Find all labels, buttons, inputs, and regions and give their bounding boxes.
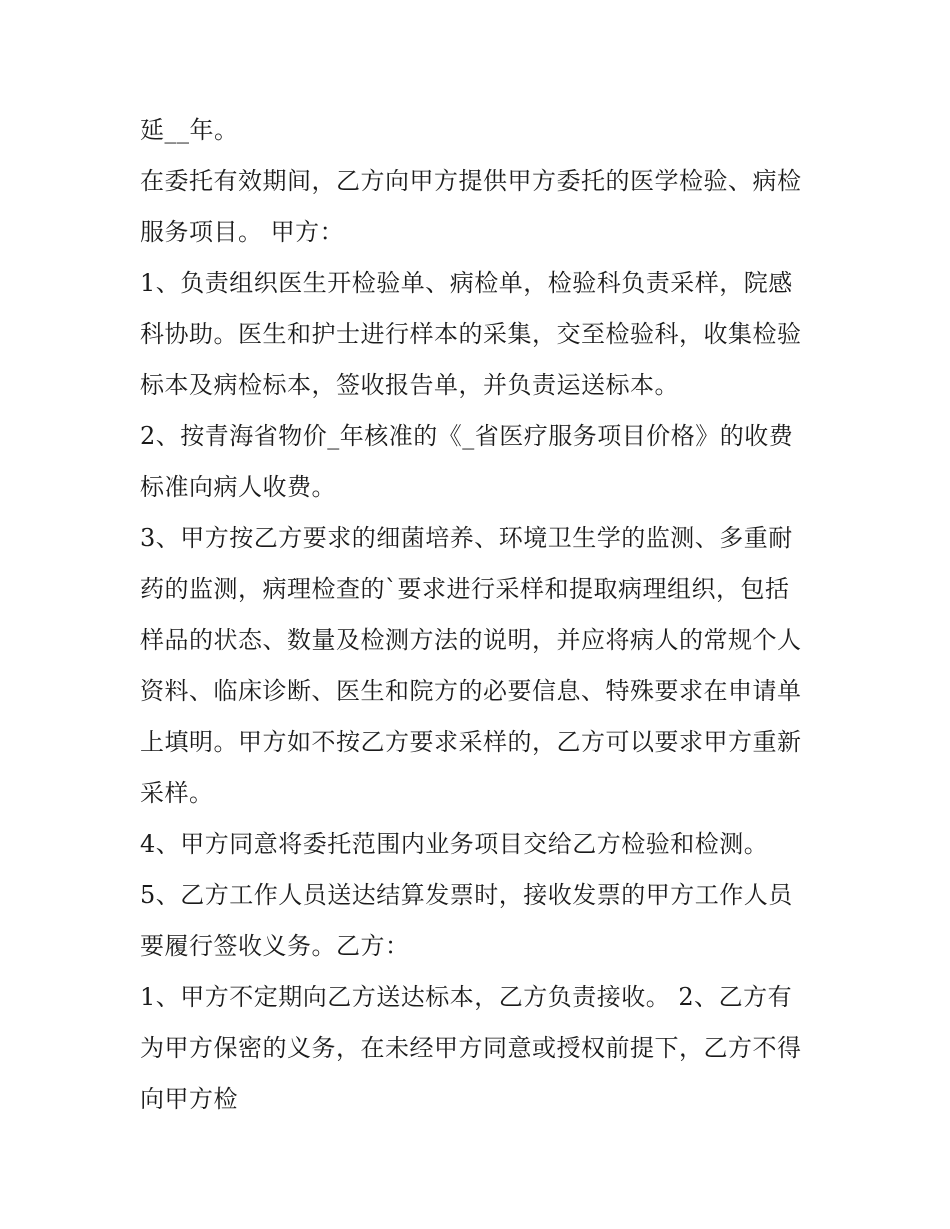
text-line: 科协助。医生和护士进行样本的采集，交至检验科，收集检验	[140, 320, 802, 348]
text-line: 上填明。甲方如不按乙方要求采样的，乙方可以要求甲方重新	[140, 728, 802, 756]
text-line: 要履行签收义务。乙方：	[140, 932, 410, 960]
text-line: 2、按青海省物价_年核准的《_省医疗服务项目价格》的收费	[140, 422, 794, 450]
text-line: 1、负责组织医生开检验单、病检单，检验科负责采样，院感	[140, 269, 793, 297]
text-line: 标本及病检标本，签收报告单，并负责运送标本。	[140, 371, 679, 399]
text-line: 资料、临床诊断、医生和院方的必要信息、特殊要求在申请单	[140, 677, 802, 705]
text-line: 向甲方检	[140, 1085, 238, 1113]
text-line: 延__年。	[140, 116, 239, 144]
text-line: 在委托有效期间，乙方向甲方提供甲方委托的医学检验、病检	[140, 167, 802, 195]
text-line: 4、甲方同意将委托范围内业务项目交给乙方检验和检测。	[140, 830, 769, 858]
text-line: 3、甲方按乙方要求的细菌培养、环境卫生学的监测、多重耐	[140, 524, 793, 552]
text-line: 为甲方保密的义务，在未经甲方同意或授权前提下，乙方不得	[140, 1034, 802, 1062]
text-line: 5、乙方工作人员送达结算发票时，接收发票的甲方工作人员	[140, 881, 793, 909]
text-line: 服务项目。 甲方：	[140, 218, 345, 246]
text-line: 采样。	[140, 779, 214, 807]
text-line: 1、甲方不定期向乙方送达标本，乙方负责接收。 2、乙方有	[140, 983, 793, 1011]
text-line: 药的监测，病理检查的`要求进行采样和提取病理组织，包括	[140, 575, 790, 603]
text-line: 样品的状态、数量及检测方法的说明，并应将病人的常规个人	[140, 626, 802, 654]
text-line: 标准向病人收费。	[140, 473, 336, 501]
document-body	[140, 105, 820, 1125]
